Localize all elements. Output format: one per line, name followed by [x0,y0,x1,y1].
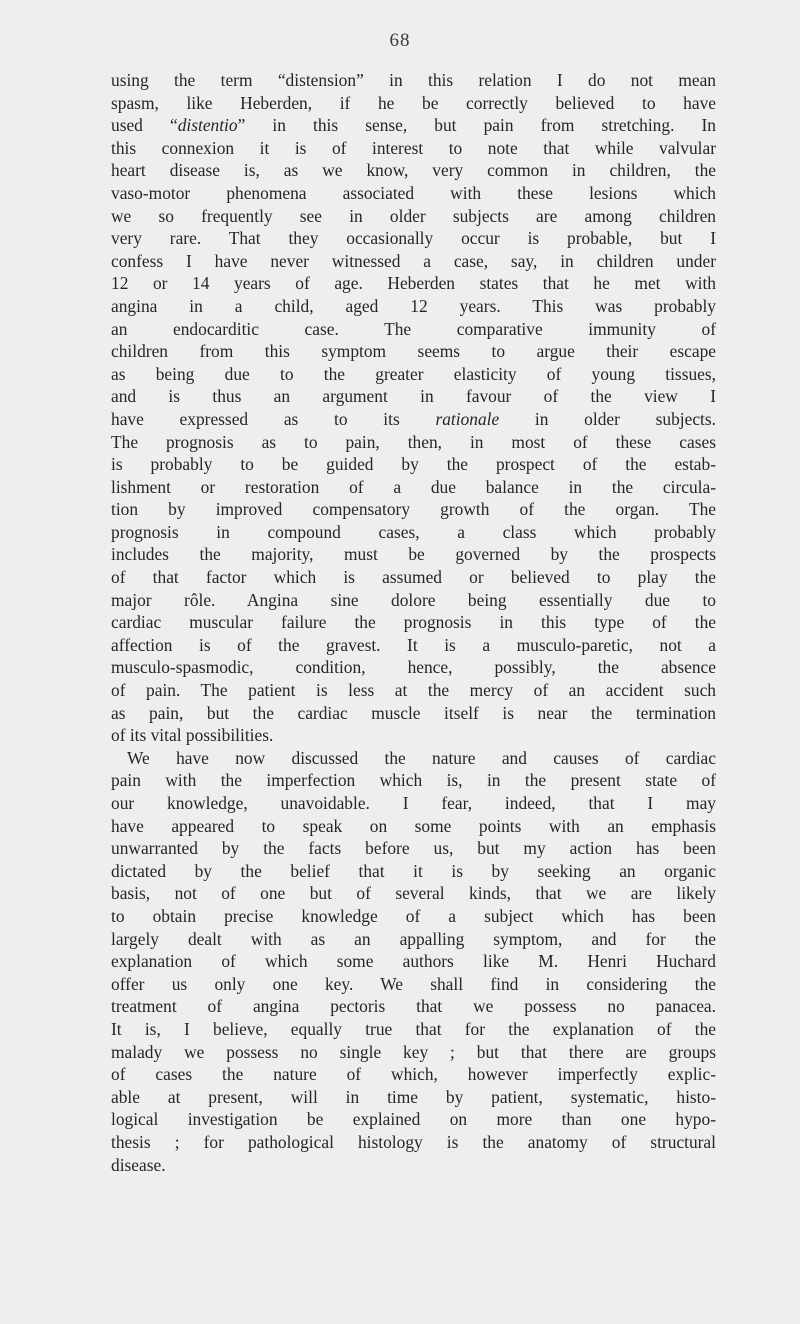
text-line: musculo-spasmodic, condition, hence, possibly, the absence [111,657,716,678]
text-line: cardiac muscular failure the prognosis in this type of the [111,612,716,633]
body-text [111,69,716,1176]
text-line: offer us only one key. We shall find in considering the [111,973,716,994]
text-line: confess I have never witnessed a case, say, in children under [111,250,716,271]
text-line: affection is of the gravest. It is a musculo-paretic, not a [111,634,716,655]
text-line: pain with the imperfection which is, in the present state of [111,770,716,791]
text-line: our knowledge, unavoidable. I fear, indeed, that I may [111,793,716,813]
text-line: logical investigation be explained on more than one hypo- [111,1109,716,1130]
text-line: of that factor which is assumed or believed to play the [111,567,716,588]
text-line: spasm, like Heberden, if he be correctly believed to have [111,92,716,113]
text-line: have expressed as to its rationale in older subjects. [111,408,716,429]
text-line: major rôle. Angina sine dolore being essentially due to [111,589,716,610]
text-line: unwarranted by the facts before us, but my action has been [111,838,716,859]
text-line: and is thus an argument in favour of the view I [111,386,716,407]
text-line: used “distentio” in this sense, but pain from stretching. In [111,115,716,136]
text-line: includes the majority, must be governed by the prospects [111,544,716,565]
text-line: It is, I believe, equally true that for the explanation of the [111,1018,716,1039]
text-line: of its vital possibilities. [111,725,274,746]
text-line: malady we possess no single key ; but that there are groups [111,1041,716,1062]
text-line: The prognosis as to pain, then, in most of these cases [111,431,716,452]
text-line: we so frequently see in older subjects are among children [111,205,716,226]
text-line: to obtain precise knowledge of a subject which has been [111,905,716,926]
text-line: as being due to the greater elasticity of young tissues, [111,363,716,384]
page-number: 68 [389,30,411,51]
text-line: largely dealt with as an appalling symptom, and for the [111,928,716,949]
text-line: an endocarditic case. The comparative immunity of [111,318,716,339]
text-line: 12 or 14 years of age. Heberden states that he met with [111,273,716,294]
text-line: treatment of angina pectoris that we possess no panacea. [111,996,716,1017]
text-line: of cases the nature of which, however imperfectly explic- [111,1064,716,1085]
text-line: have appeared to speak on some points with an emphasis [111,815,716,836]
text-line: children from this symptom seems to argue their escape [111,341,716,362]
text-line: thesis ; for pathological histology is the anatomy of structural [111,1131,716,1152]
text-line: able at present, will in time by patient, systematic, histo- [111,1086,716,1107]
text-line: using the term “distension” in this relation I do not mean [111,70,716,90]
text-line: lishment or restoration of a due balance in the circula- [111,476,716,497]
text-line: very rare. That they occasionally occur is probable, but I [111,228,716,249]
text-line: dictated by the belief that it is by seeking an organic [111,860,716,881]
text-line: We have now discussed the nature and causes of cardiac [127,747,716,768]
text-line: is probably to be guided by the prospect of the estab- [111,454,716,475]
text-line: explanation of which some authors like M. Henri Huchard [111,951,716,972]
text-line: tion by improved compensatory growth of the organ. The [111,499,716,520]
text-line: angina in a child, aged 12 years. This was probably [111,295,716,316]
text-line: this connexion it is of interest to note that while valvular [111,137,716,158]
text-line: as pain, but the cardiac muscle itself is near the termination [111,702,716,723]
text-line: basis, not of one but of several kinds, that we are likely [111,883,716,904]
text-line: heart disease is, as we know, very common in children, the [111,160,716,181]
text-line: disease. [111,1154,166,1175]
text-line: prognosis in compound cases, a class which probably [111,521,716,542]
text-line: of pain. The patient is less at the mercy of an accident such [111,680,716,701]
text-line: vaso-motor phenomena associated with these lesions which [111,182,716,203]
